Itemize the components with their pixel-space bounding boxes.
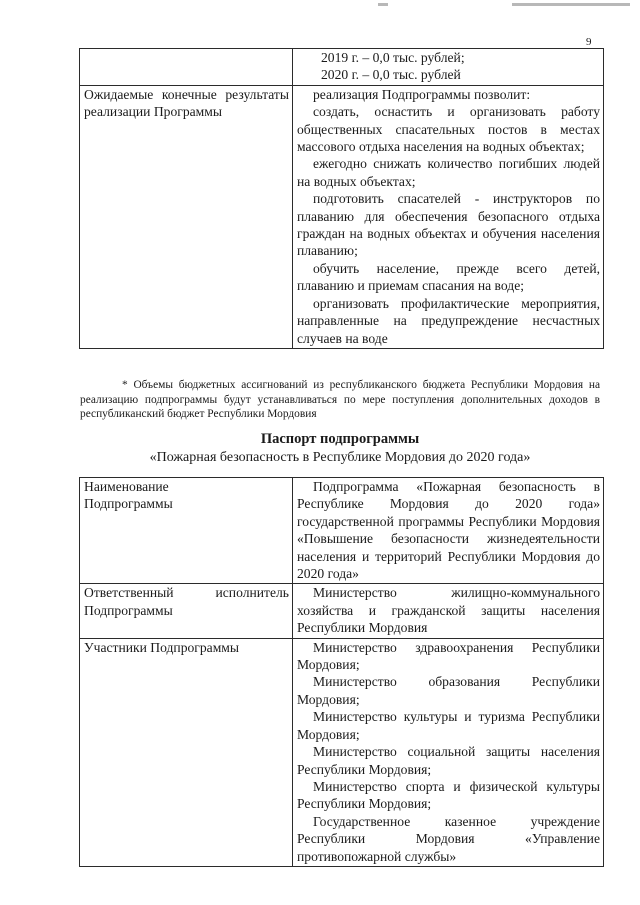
participant-item: Министерство культуры и туризма Республики Мордовия; — [297, 709, 600, 742]
results-item: организовать профилактические мероприятия, направленные на предупреждение несчастных случаев на воде — [297, 295, 600, 346]
passport-label: Ответственный исполнитель Подпрограммы — [84, 585, 289, 618]
results-label: Ожидаемые конечные результаты реализации Программы — [84, 86, 289, 120]
results-item: создать, оснастить и организовать работу общественных спасательных постов в местах массового отдыха населения на водных объектах; — [297, 104, 600, 155]
footnote-text: * Объемы бюджетных ассигнований из республиканского бюджета Республики Мордовия на реализацию подпрограммы будут устанавливаться по мере поступления дополнительных доходов в республиканский бюджет Республики Мордовия — [80, 379, 600, 420]
passport-value: Министерство жилищно-коммунального хозяйства и гражданской защиты населения Республики Мордовия — [297, 585, 600, 636]
passport-label-cell — [80, 478, 293, 584]
passport-label: Участники Подпрограммы — [84, 639, 240, 655]
results-label-cell — [80, 85, 293, 348]
scan-artifact — [512, 3, 630, 6]
participant-item: Министерство социальной защиты населения Республики Мордовия; — [297, 744, 600, 777]
passport-label-cell — [80, 584, 293, 638]
funding-continuation-cell — [293, 49, 604, 86]
passport-value: Подпрограмма «Пожарная безопасность в Республике Мордовия до 2020 года» государственной программы Республики Мордовия «Повышение безопасности жизнедеятельности населения и территорий Республики Мордовия до 2020 года» — [297, 479, 600, 582]
table-cell-empty — [80, 49, 293, 86]
results-item: реализация Подпрограммы позволит: — [313, 86, 531, 102]
participant-item: Министерство спорта и физической культуры Республики Мордовия; — [297, 778, 600, 812]
table-row — [80, 85, 604, 348]
funding-line: 2019 г. – 0,0 тыс. рублей; — [321, 50, 465, 65]
passport-value-cell — [293, 584, 604, 638]
participant-item: Министерство образования Республики Мордовия; — [297, 674, 600, 707]
participant-item: Министерство здравоохранения Республики Мордовия; — [297, 639, 600, 673]
results-value-cell — [293, 85, 604, 348]
results-table — [79, 48, 604, 349]
table-row — [80, 584, 604, 638]
passport-value-cell — [293, 638, 604, 866]
section-title: Паспорт подпрограммы — [260, 431, 420, 447]
results-item: подготовить спасателей - инструкторов по плаванию для обеспечения безопасного отдыха граждан на водных объектах и обучения населения плаванию; — [297, 191, 600, 259]
table-row — [80, 478, 604, 584]
funding-line: 2020 г. – 0,0 тыс. рублей — [321, 67, 461, 83]
passport-value-cell — [293, 478, 604, 584]
page-number: 9 — [586, 36, 592, 48]
scan-artifact — [378, 3, 388, 6]
passport-label-cell — [80, 638, 293, 866]
section-subtitle: «Пожарная безопасность в Республике Мордовия до 2020 года» — [149, 450, 531, 465]
participant-item: Государственное казенное учреждение Республики Мордовия «Управление противопожарной службы» — [297, 813, 600, 864]
passport-table — [79, 477, 604, 867]
results-item: ежегодно снижать количество погибших людей на водных объектах; — [297, 156, 600, 189]
footnote — [80, 378, 600, 422]
table-row — [80, 49, 604, 86]
table-row — [80, 638, 604, 866]
passport-label: Наименование Подпрограммы — [84, 479, 173, 512]
results-item: обучить население, прежде всего детей, плаванию и приемам спасания на воде; — [297, 260, 600, 294]
